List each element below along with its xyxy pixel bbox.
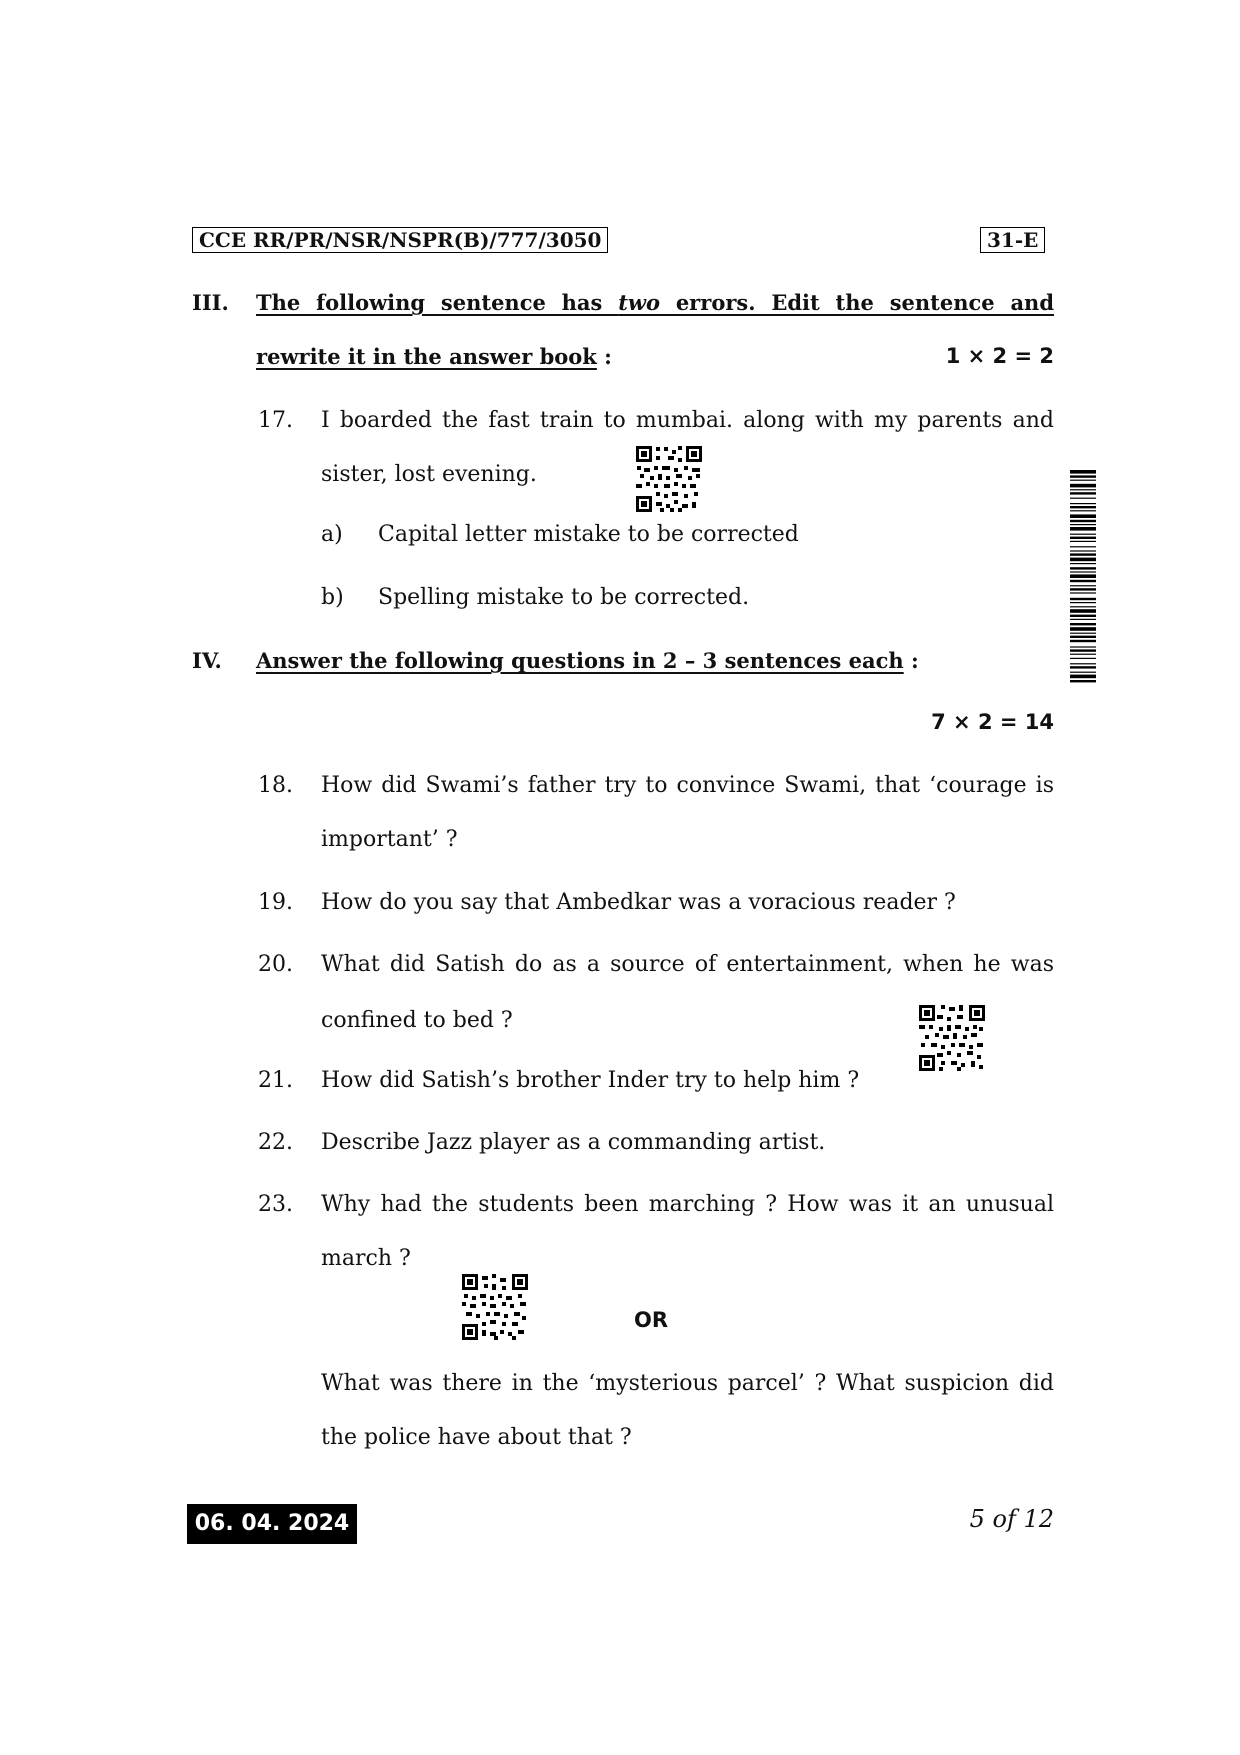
barcode-bar xyxy=(1070,492,1096,494)
question-17-option-b-text: Spelling mistake to be corrected. xyxy=(378,585,750,610)
question-18-line1: How did Swami’s father try to convince Swami, that ‘courage is xyxy=(321,773,1054,798)
section-3-title-part-b: errors. Edit the sentence and xyxy=(660,290,1055,315)
exam-date-badge: 06. 04. 2024 xyxy=(187,1504,357,1544)
qr-code-graphic xyxy=(460,1272,530,1342)
question-23-alternative-line2: the police have about that ? xyxy=(321,1425,632,1450)
barcode-bar xyxy=(1070,537,1096,539)
page-number: 5 of 12 xyxy=(969,1505,1054,1533)
barcode-bar xyxy=(1070,475,1096,477)
paper-number: 31-E xyxy=(980,227,1045,253)
section-3-title-emphasis: two xyxy=(618,290,660,315)
barcode-bar xyxy=(1070,598,1096,600)
barcode-bar xyxy=(1070,480,1096,481)
or-separator: OR xyxy=(634,1308,669,1332)
barcode-bar xyxy=(1070,558,1096,562)
section-4-title-text: Answer the following questions in 2 – 3 sentences each xyxy=(256,648,904,673)
barcode-bar xyxy=(1070,546,1096,547)
barcode-bar xyxy=(1070,527,1096,531)
question-23-number: 23. xyxy=(258,1192,293,1217)
barcode-bar xyxy=(1070,514,1096,518)
question-17-number: 17. xyxy=(258,408,293,433)
barcode-bar xyxy=(1070,602,1096,603)
barcode-bar xyxy=(1070,666,1096,668)
section-4-title-colon: : xyxy=(903,648,919,673)
section-3-title-colon: : xyxy=(596,344,612,369)
section-3-marks: 1 × 2 = 2 xyxy=(945,344,1054,368)
section-3-title-line2-text: rewrite it in the answer book xyxy=(256,344,597,369)
barcode-bar xyxy=(1070,592,1096,593)
barcode-graphic xyxy=(1070,470,1096,806)
barcode-bar xyxy=(1070,520,1096,522)
barcode-bar xyxy=(1070,588,1096,590)
section-3-title-line2 xyxy=(256,344,612,369)
barcode-bar xyxy=(1070,609,1096,613)
section-3-number: III. xyxy=(192,290,229,315)
barcode-bar xyxy=(1070,619,1096,620)
barcode-bar xyxy=(1070,623,1096,625)
section-4-number: IV. xyxy=(192,648,222,673)
question-17-option-a-label: a) xyxy=(321,522,343,547)
barcode-bar xyxy=(1070,506,1096,508)
qr-code-icon xyxy=(634,444,704,514)
question-17-option-a-text: Capital letter mistake to be corrected xyxy=(378,522,799,547)
section-4-title xyxy=(256,648,919,673)
barcode-bar xyxy=(1070,672,1096,673)
barcode-bar xyxy=(1070,498,1096,499)
question-21-number: 21. xyxy=(258,1068,293,1093)
barcode-bar xyxy=(1070,606,1096,607)
barcode-bar xyxy=(1070,649,1096,651)
barcode-bar xyxy=(1070,553,1096,555)
question-23-alternative-line1: What was there in the ‘mysterious parcel’ ? What suspicion did xyxy=(321,1371,1054,1396)
section-4-marks: 7 × 2 = 14 xyxy=(931,710,1054,734)
barcode-icon xyxy=(1070,470,1096,806)
barcode-bar xyxy=(1070,563,1096,564)
paper-code: CCE RR/PR/NSR/NSPR(B)/777/3050 xyxy=(192,227,608,253)
barcode-bar xyxy=(1070,550,1096,551)
barcode-bar xyxy=(1070,654,1096,655)
question-18-number: 18. xyxy=(258,773,293,798)
barcode-bar xyxy=(1070,489,1096,490)
section-3-title-line1 xyxy=(256,290,1054,315)
barcode-bar xyxy=(1070,615,1096,617)
section-3-title-part-a: The following sentence has xyxy=(256,290,619,315)
barcode-bar xyxy=(1070,484,1096,488)
question-22-number: 22. xyxy=(258,1130,293,1155)
question-17-line1: I boarded the fast train to mumbai. along with my parents and xyxy=(321,408,1054,433)
barcode-bar xyxy=(1070,675,1096,679)
barcode-bar xyxy=(1070,567,1096,569)
barcode-bar xyxy=(1070,633,1096,634)
question-23-line2: march ? xyxy=(321,1246,411,1271)
barcode-bar xyxy=(1070,646,1096,647)
barcode-bar xyxy=(1070,680,1096,682)
barcode-bar xyxy=(1070,580,1096,582)
barcode-bar xyxy=(1070,534,1096,535)
barcode-bar xyxy=(1070,658,1096,659)
question-21-line1: How did Satish’s brother Inder try to help him ? xyxy=(321,1068,860,1093)
barcode-bar xyxy=(1070,585,1096,586)
question-19-number: 19. xyxy=(258,890,293,915)
barcode-bar xyxy=(1070,503,1096,504)
barcode-bar xyxy=(1070,470,1096,474)
question-19-line1: How do you say that Ambedkar was a voracious reader ? xyxy=(321,890,956,915)
question-18-line2: important’ ? xyxy=(321,827,458,852)
qr-code-graphic xyxy=(634,444,704,514)
barcode-bar xyxy=(1070,510,1096,511)
barcode-bar xyxy=(1070,571,1096,572)
question-20-line1: What did Satish do as a source of entertainment, when he was xyxy=(321,952,1054,977)
barcode-bar xyxy=(1070,541,1096,542)
qr-code-icon xyxy=(460,1272,530,1342)
barcode-bar xyxy=(1070,636,1096,638)
qr-code-icon xyxy=(917,1003,987,1073)
question-23-line1: Why had the students been marching ? How was it an unusual xyxy=(321,1192,1054,1217)
barcode-bar xyxy=(1070,663,1096,664)
barcode-bar xyxy=(1070,574,1096,578)
question-20-line2: confined to bed ? xyxy=(321,1008,513,1033)
qr-code-graphic xyxy=(917,1003,987,1073)
barcode-bar xyxy=(1070,640,1096,642)
barcode-bar xyxy=(1070,627,1096,631)
question-17-line2: sister, lost evening. xyxy=(321,462,537,487)
question-22-line1: Describe Jazz player as a commanding artist. xyxy=(321,1130,826,1155)
barcode-bar xyxy=(1070,524,1096,525)
question-20-number: 20. xyxy=(258,952,293,977)
question-17-option-b-label: b) xyxy=(321,585,344,610)
